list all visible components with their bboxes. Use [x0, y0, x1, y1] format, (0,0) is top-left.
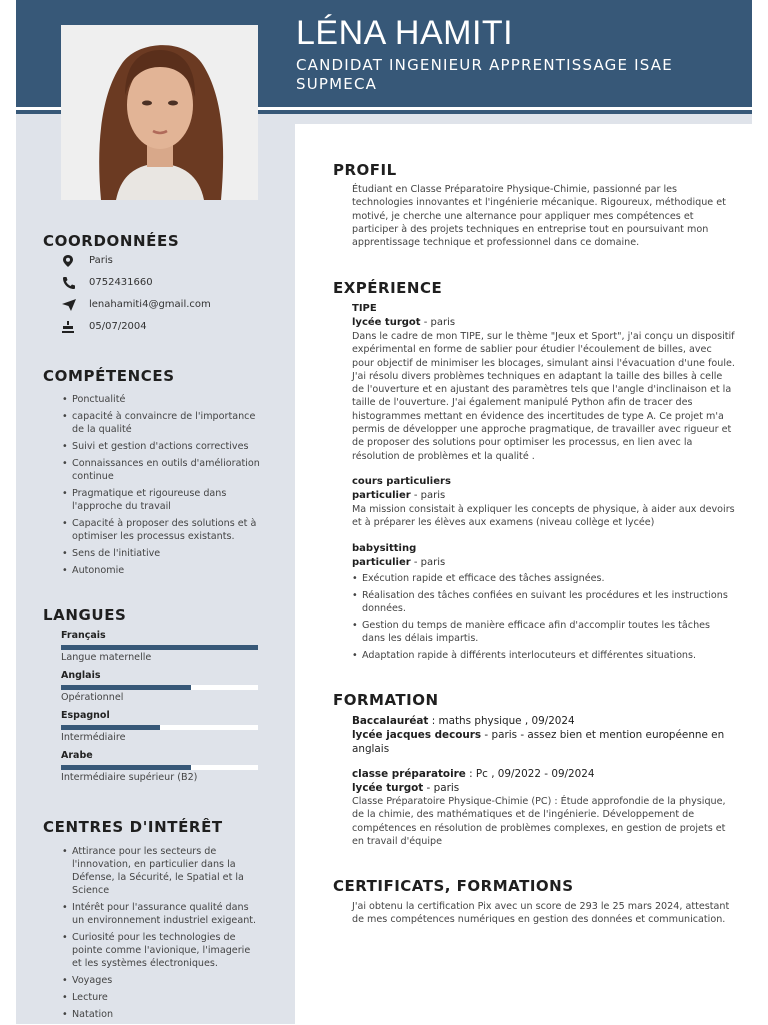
- job-organization: particulier - paris: [352, 490, 446, 501]
- language-level: Langue maternelle: [61, 652, 152, 663]
- profil-heading: PROFIL: [333, 161, 397, 179]
- list-item: • Réalisation des tâches confiées en suivant les procédures et les instructions données.: [352, 589, 736, 615]
- certificats-text: J'ai obtenu la certification Pix avec un score de 293 le 25 mars 2024, attestant de mes compétences numériques en gestion des données et communication.: [352, 901, 730, 926]
- resume-page: LÉNA HAMITI CANDIDAT INGENIEUR APPRENTISSAGE ISAE SUPMECA COORDONNÉES Paris 0752431660 lenahamiti4@gmail.com 05/07/2004 COMPÉTENCES • Ponctualité • capacité à convaincre de l'importance de la qualité • Suivi et gestion d'actions correctives • Connaissances en outils d'amélioration continue • Pragmatique et rigoureuse dans l'approche du travail • Capacité à proposer des solutions et à optimiser les processus existants. • Sens de l'initiative • Autonomie LANGUES Français Langue maternelle Anglais Opérationnel Espagnol Intermédiaire Arabe Intermédiaire supérieur (B2) CENTRES D'INTÉRÊT • Attirance pour les secteurs de l'innovation, en particulier dans la Défense, la Sécurité, le Spatial et la Science • Intérêt pour l'assurance qualité dans un environnement industriel exigeant. • Curiosité pour les technologies de pointe comme l'avionique, l'imagerie et les systèmes électroniques. • Voyages • Lecture • Natation PROFIL Étudiant en Classe Préparatoire Physique-Chimie, passionné par les technologies innovantes et l'ingénierie mécanique. Rigoureux, méthodique et motivé, je cherche une alternance pour appliquer mes compétences et participer à des projets techniques en entreprise tout en poursuivant mon apprentissage technique et professionnel dans ce domaine. EXPÉRIENCE TIPE lycée turgot - paris Dans le cadre de mon TIPE, sur le thème "Jeux et Sport", j'ai conçu un dispositif expérimental en forme de sablier pour étudier l'écoulement de billes, avec pour objectif de minimiser les blocages, simulant ainsi l'évacuation d'une foule. J'ai résolu divers problèmes techniques en adaptant la taille des billes à celle de l'ouverture et en ajustant des paramètres tels que l'angle d'inclinaison et la taille de l'ouverture. J'ai également manipulé Python afin de tracer des histogrammes mettant en évidence des incertitudes de type A. Ce projet m'a permis de développer une approche pragmatique, de travailler avec rigueur et de proposer des solutions pour optimiser les processus, en lien avec la résolution de problèmes et la qualité . cours particuliers particulier - paris Ma mission consistait à expliquer les concepts de physique, à aider aux devoirs et à préparer les élèves aux examens (niveau collège et lycée) babysitting particulier - paris • Exécution rapide et efficace des tâches assignées. • Réalisation des tâches confiées en suivant les procédures et les instructions données. • Gestion du temps de manière efficace afin d'accomplir toutes les tâches dans les délais impartis. • Adaptation rapide à différents interlocuteurs et différentes situations. FORMATION Baccalauréat : maths physique , 09/2024 lycée jacques decours - paris - assez bien et mention européenne en anglais classe préparatoire : Pc , 09/2022 - 09/2024 lycée turgot - paris Classe Préparatoire Physique-Chimie (PC) : Étude approfondie de la physique, de la chimie, des mathématiques et de l'ingénierie. Développement de compétences en résolution de problèmes complexes, en gestion de projets et en travail d'équipe CERTIFICATS, FORMATIONS J'ai obtenu la certification Pix avec un score de 293 le 25 mars 2024, attestant de mes compétences numériques en gestion des données et communication.: [16, 0, 752, 1024]
- language-name: Arabe: [61, 750, 93, 761]
- list-item: • Autonomie: [62, 564, 262, 577]
- birthday-icon: [61, 320, 77, 334]
- profil-text: Étudiant en Classe Préparatoire Physique-Chimie, passionné par les technologies innovantes et l'ingénierie mécanique. Rigoureux, méthodique et motivé, je cherche une alternance pour appliquer mes compétences et participer à des projets techniques en entreprise tout en poursuivant mon apprentissage technique et professionnel dans ce domaine.: [352, 184, 726, 249]
- list-item: • Curiosité pour les technologies de pointe comme l'avionique, l'imagerie et les systèmes électroniques.: [62, 931, 262, 970]
- language-level: Intermédiaire supérieur (B2): [61, 772, 198, 783]
- list-item: • Capacité à proposer des solutions et à optimiser les processus existants.: [62, 517, 262, 543]
- job-bullets: [352, 572, 736, 666]
- language-name: Français: [61, 630, 106, 641]
- language-level-bar: [61, 765, 258, 770]
- header-shadow-strip: [295, 114, 752, 124]
- formation-description: Classe Préparatoire Physique-Chimie (PC) : Étude approfondie de la physique, de la chimie, des mathématiques et de l'ingénierie. Développement de compétences en résolution de problèmes complexes, en gestion de projets et en travail d'équipe: [352, 796, 726, 847]
- phone-icon: [61, 276, 77, 290]
- interets-heading: CENTRES D'INTÉRÊT: [43, 818, 223, 836]
- language-level-fill: [61, 725, 160, 730]
- language-level-fill: [61, 765, 191, 770]
- competences-heading: COMPÉTENCES: [43, 367, 175, 385]
- job-title: TIPE: [352, 303, 377, 314]
- language-name: Espagnol: [61, 710, 110, 721]
- language-level: Intermédiaire: [61, 732, 126, 743]
- job-description: Dans le cadre de mon TIPE, sur le thème "Jeux et Sport", j'ai conçu un dispositif expérimental en forme de sablier pour étudier l'écoulement de billes, avec pour objectif de minimiser les blocages, simulant ainsi l'évacuation d'une foule. J'ai résolu divers problèmes techniques en adaptant la taille des billes à celle de l'ouverture et en ajustant des paramètres tels que l'angle d'inclinaison et la taille de l'ouverture. J'ai également manipulé Python afin de tracer des histogrammes mettant en évidence des incertitudes de type A. Ce projet m'a permis de développer une approche pragmatique, de travailler avec rigueur et de proposer des solutions pour optimiser les processus, en lien avec la résolution de problèmes et la qualité .: [352, 331, 735, 462]
- interets-list: [62, 845, 262, 1025]
- language-level-fill: [61, 685, 191, 690]
- formation-school: lycée turgot - paris: [352, 782, 460, 794]
- language-name: Anglais: [61, 670, 101, 681]
- competences-list: [62, 393, 262, 581]
- list-item: • Lecture: [62, 991, 262, 1004]
- certificats-heading: CERTIFICATS, FORMATIONS: [333, 877, 574, 895]
- job-organization: lycée turgot - paris: [352, 317, 456, 328]
- list-item: • Ponctualité: [62, 393, 262, 406]
- list-item: • Connaissances en outils d'amélioration continue: [62, 457, 262, 483]
- send-icon: [61, 298, 77, 312]
- job-title: babysitting: [352, 543, 417, 554]
- experience-heading: EXPÉRIENCE: [333, 279, 443, 297]
- list-item: • Sens de l'initiative: [62, 547, 262, 560]
- list-item: • Voyages: [62, 974, 262, 987]
- candidate-name: LÉNA HAMITI: [296, 14, 514, 52]
- list-item: • Intérêt pour l'assurance qualité dans un environnement industriel exigeant.: [62, 901, 262, 927]
- coordonnees-heading: COORDONNÉES: [43, 232, 180, 250]
- language-level: Opérationnel: [61, 692, 124, 703]
- location-pin-icon: [61, 254, 77, 268]
- language-level-bar: [61, 725, 258, 730]
- list-item: • Pragmatique et rigoureuse dans l'approche du travail: [62, 487, 262, 513]
- list-item: • Adaptation rapide à différents interlocuteurs et différentes situations.: [352, 649, 736, 662]
- list-item: • Gestion du temps de manière efficace afin d'accomplir toutes les tâches dans les délais impartis.: [352, 619, 736, 645]
- list-item: • Natation: [62, 1008, 262, 1021]
- list-item: • Exécution rapide et efficace des tâches assignées.: [352, 572, 736, 585]
- formation-degree: Baccalauréat : maths physique , 09/2024: [352, 715, 575, 727]
- job-description: Ma mission consistait à expliquer les concepts de physique, à aider aux devoirs et à préparer les élèves aux examens (niveau collège et lycée): [352, 504, 735, 529]
- list-item: • capacité à convaincre de l'importance de la qualité: [62, 410, 262, 436]
- formation-degree: classe préparatoire : Pc , 09/2022 - 09/2024: [352, 768, 595, 780]
- profile-photo: [61, 25, 258, 200]
- language-level-bar: [61, 685, 258, 690]
- formation-school: lycée jacques decours - paris - assez bien et mention européenne en anglais: [352, 729, 725, 755]
- list-item: • Attirance pour les secteurs de l'innovation, en particulier dans la Défense, la Sécurité, le Spatial et la Science: [62, 845, 262, 897]
- language-level-fill: [61, 645, 258, 650]
- list-item: • Suivi et gestion d'actions correctives: [62, 440, 262, 453]
- job-organization: particulier - paris: [352, 557, 446, 568]
- job-title: cours particuliers: [352, 476, 451, 487]
- candidate-title: CANDIDAT INGENIEUR APPRENTISSAGE ISAE SUPMECA: [296, 56, 673, 93]
- formation-heading: FORMATION: [333, 691, 439, 709]
- language-level-bar: [61, 645, 258, 650]
- langues-heading: LANGUES: [43, 606, 127, 624]
